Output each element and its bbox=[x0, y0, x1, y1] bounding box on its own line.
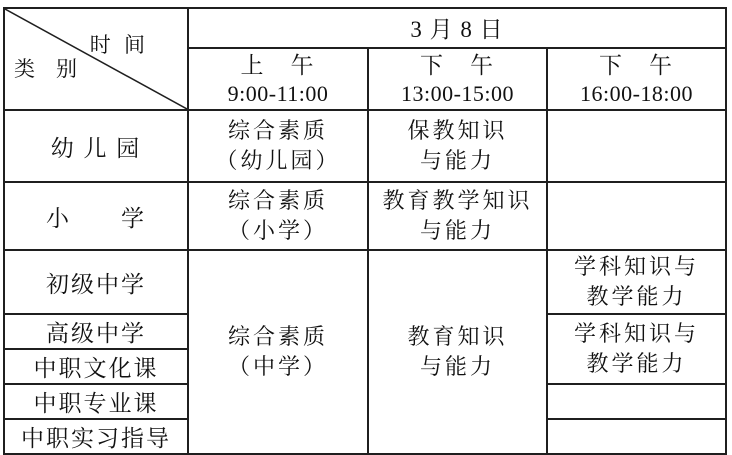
exam-name-line: （小学） bbox=[227, 218, 328, 243]
exam-name-line: 教育知识 bbox=[407, 324, 508, 349]
exam-name-line: 与能力 bbox=[419, 148, 495, 173]
exam-name-line: 学科知识与 bbox=[573, 254, 699, 279]
session-time-label: 13:00-15:00 bbox=[400, 81, 515, 107]
session-period-label: 下 午 bbox=[420, 53, 495, 79]
exam-name-line: 学科知识与 bbox=[573, 321, 699, 346]
exam-name-line: 教学能力 bbox=[586, 351, 687, 376]
empty-cell-kindergarten-afternoon2 bbox=[547, 110, 726, 182]
exam-cell-primary-afternoon1 bbox=[368, 182, 547, 250]
corner-diagonal-wrap bbox=[5, 9, 187, 109]
category-cell-voc-internship: 中职实习指导 bbox=[4, 419, 188, 454]
category-cell-kindergarten: 幼 儿 园 bbox=[4, 110, 188, 182]
empty-cell-voc-specialty-afternoon2 bbox=[547, 384, 726, 419]
exam-name-line: 与能力 bbox=[419, 218, 495, 243]
exam-name-line: 综合素质 bbox=[227, 324, 328, 349]
session-cell-morning bbox=[188, 48, 368, 110]
exam-name-line: （中学） bbox=[227, 354, 328, 379]
exam-cell-kindergarten-afternoon1 bbox=[368, 110, 547, 182]
exam-name-line: （幼儿园） bbox=[215, 148, 341, 173]
empty-cell-voc-internship-afternoon2 bbox=[547, 419, 726, 454]
session-cell-afternoon1 bbox=[368, 48, 547, 110]
corner-time-label: 时 间 bbox=[89, 33, 149, 57]
exam-name-line: 教育教学知识 bbox=[382, 188, 533, 213]
exam-cell-kindergarten-morning bbox=[188, 110, 368, 182]
session-period-label: 上 午 bbox=[240, 53, 316, 79]
session-time-label: 16:00-18:00 bbox=[579, 81, 694, 107]
exam-name-line: 综合素质 bbox=[227, 118, 328, 143]
category-cell-primary: 小 学 bbox=[4, 182, 188, 250]
exam-cell-primary-morning bbox=[188, 182, 368, 250]
category-cell-junior-secondary: 初级中学 bbox=[4, 250, 188, 314]
exam-schedule-table bbox=[3, 7, 727, 455]
date-header-cell: 3 月 8 日 bbox=[188, 8, 726, 48]
exam-name-line: 教学能力 bbox=[586, 284, 687, 309]
exam-name-line: 保教知识 bbox=[407, 118, 508, 143]
session-cell-afternoon2 bbox=[547, 48, 726, 110]
category-cell-voc-specialty: 中职专业课 bbox=[4, 384, 188, 419]
exam-cell-secondary-morning bbox=[188, 250, 368, 454]
category-cell-voc-culture: 中职文化课 bbox=[4, 349, 188, 384]
session-time-label: 9:00-11:00 bbox=[227, 81, 329, 107]
category-cell-senior-secondary: 高级中学 bbox=[4, 314, 188, 349]
exam-name-line: 与能力 bbox=[419, 354, 495, 379]
exam-cell-secondary-afternoon1 bbox=[368, 250, 547, 454]
empty-cell-primary-afternoon2 bbox=[547, 182, 726, 250]
corner-category-label: 类 别 bbox=[14, 57, 77, 81]
exam-cell-junior-afternoon2 bbox=[547, 250, 726, 314]
exam-cell-senior-vocculture-afternoon2 bbox=[547, 314, 726, 384]
exam-name-line: 综合素质 bbox=[227, 188, 328, 213]
session-period-label: 下 午 bbox=[599, 53, 674, 79]
corner-cell bbox=[4, 8, 188, 110]
